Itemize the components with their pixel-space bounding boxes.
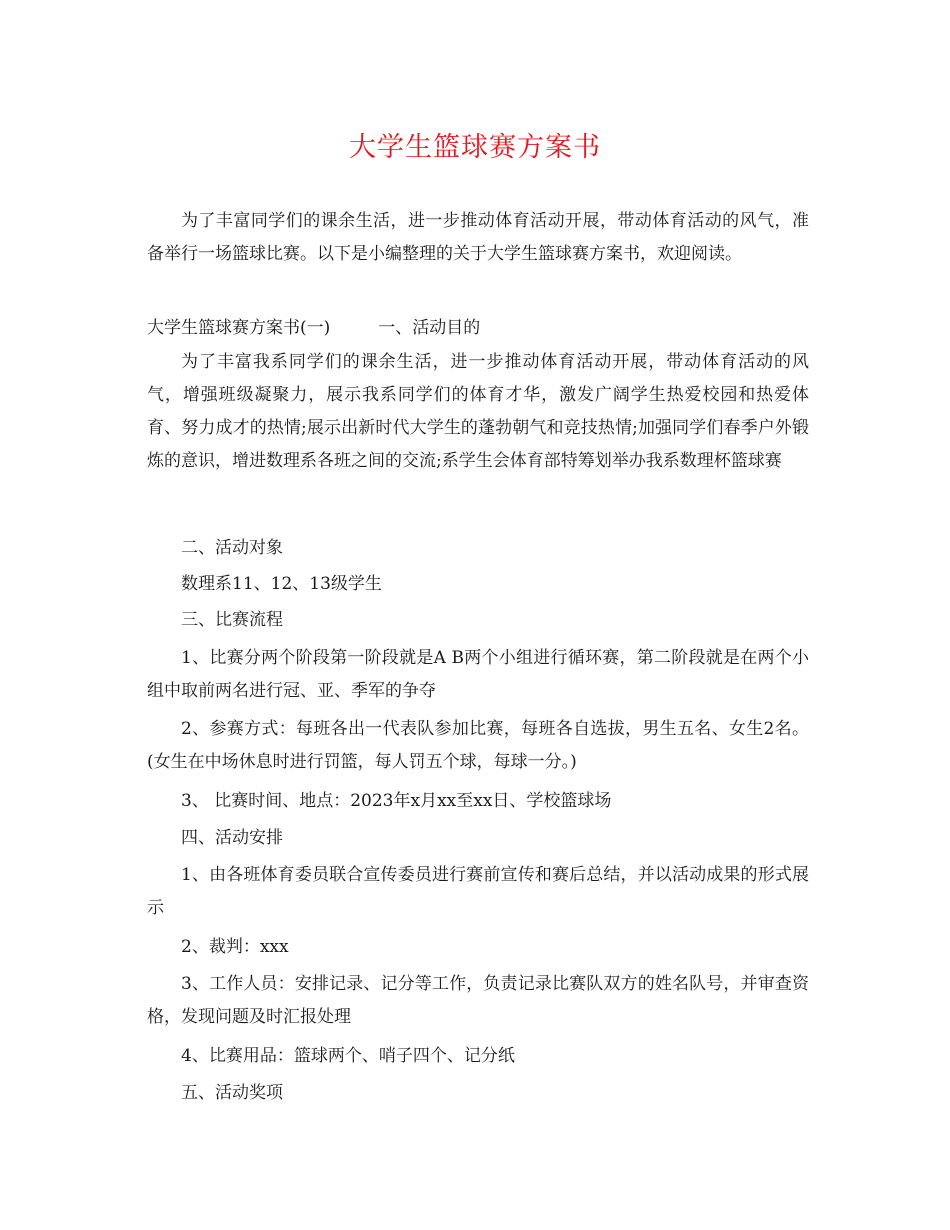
process-heading: 三、比赛流程 [181,610,283,630]
target-paragraph: 数理系11、12、13级学生 [181,574,382,594]
intro-paragraph: 为了丰富同学们的课余生活，进一步推动体育活动开展，带动体育活动的风气，准备举行一场篮球比赛。以下是小编整理的关于大学生篮球赛方案书，欢迎阅读。 [147,211,809,264]
purpose-heading: 一、活动目的 [378,318,481,338]
document-title: 大学生篮球赛方案书 [349,132,601,163]
arrange-item-4: 4、比赛用品：篮球两个、哨子四个、记分纸 [181,1046,515,1066]
arrange-item-2: 2、裁判：xxx [181,937,289,957]
section-one-title: 大学生篮球赛方案书(一) [147,318,331,338]
arrange-item-1: 1、由各班体育委员联合宣传委员进行赛前宣传和赛后总结，并以活动成果的形式展示 [147,865,809,918]
arrange-heading: 四、活动安排 [181,828,283,848]
section-heading-line [147,312,809,345]
purpose-paragraph: 为了丰富我系同学们的课余生活，进一步推动体育活动开展，带动体育活动的风气，增强班级凝聚力，展示我系同学们的体育才华，激发广阔学生热爱校园和热爱体育、努力成才的热情;展示出新时代大学生的蓬勃朝气和竞技热情;加强同学们春季户外锻炼的意识，增进数理系各班之间的交流;系学生会体育部特筹划举办我系数理杯篮球赛 [147,352,809,471]
process-item-2: 2、参赛方式：每班各出一代表队参加比赛，每班各自选拔，男生五名、女生2名。(女生在中场休息时进行罚篮，每人罚五个球，每球一分。) [147,719,809,772]
target-heading: 二、活动对象 [181,538,283,558]
process-item-1: 1、比赛分两个阶段第一阶段就是A B两个小组进行循环赛，第二阶段就是在两个小组中取前两名进行冠、亚、季军的争夺 [147,648,809,701]
process-item-3: 3、 比赛时间、地点：2023年x月xx至xx日、学校篮球场 [181,791,612,811]
award-heading: 五、活动奖项 [181,1083,283,1103]
arrange-item-3: 3、工作人员：安排记录、记分等工作，负责记录比赛队双方的姓名队号，并审查资格，发现问题及时汇报处理 [147,974,809,1027]
